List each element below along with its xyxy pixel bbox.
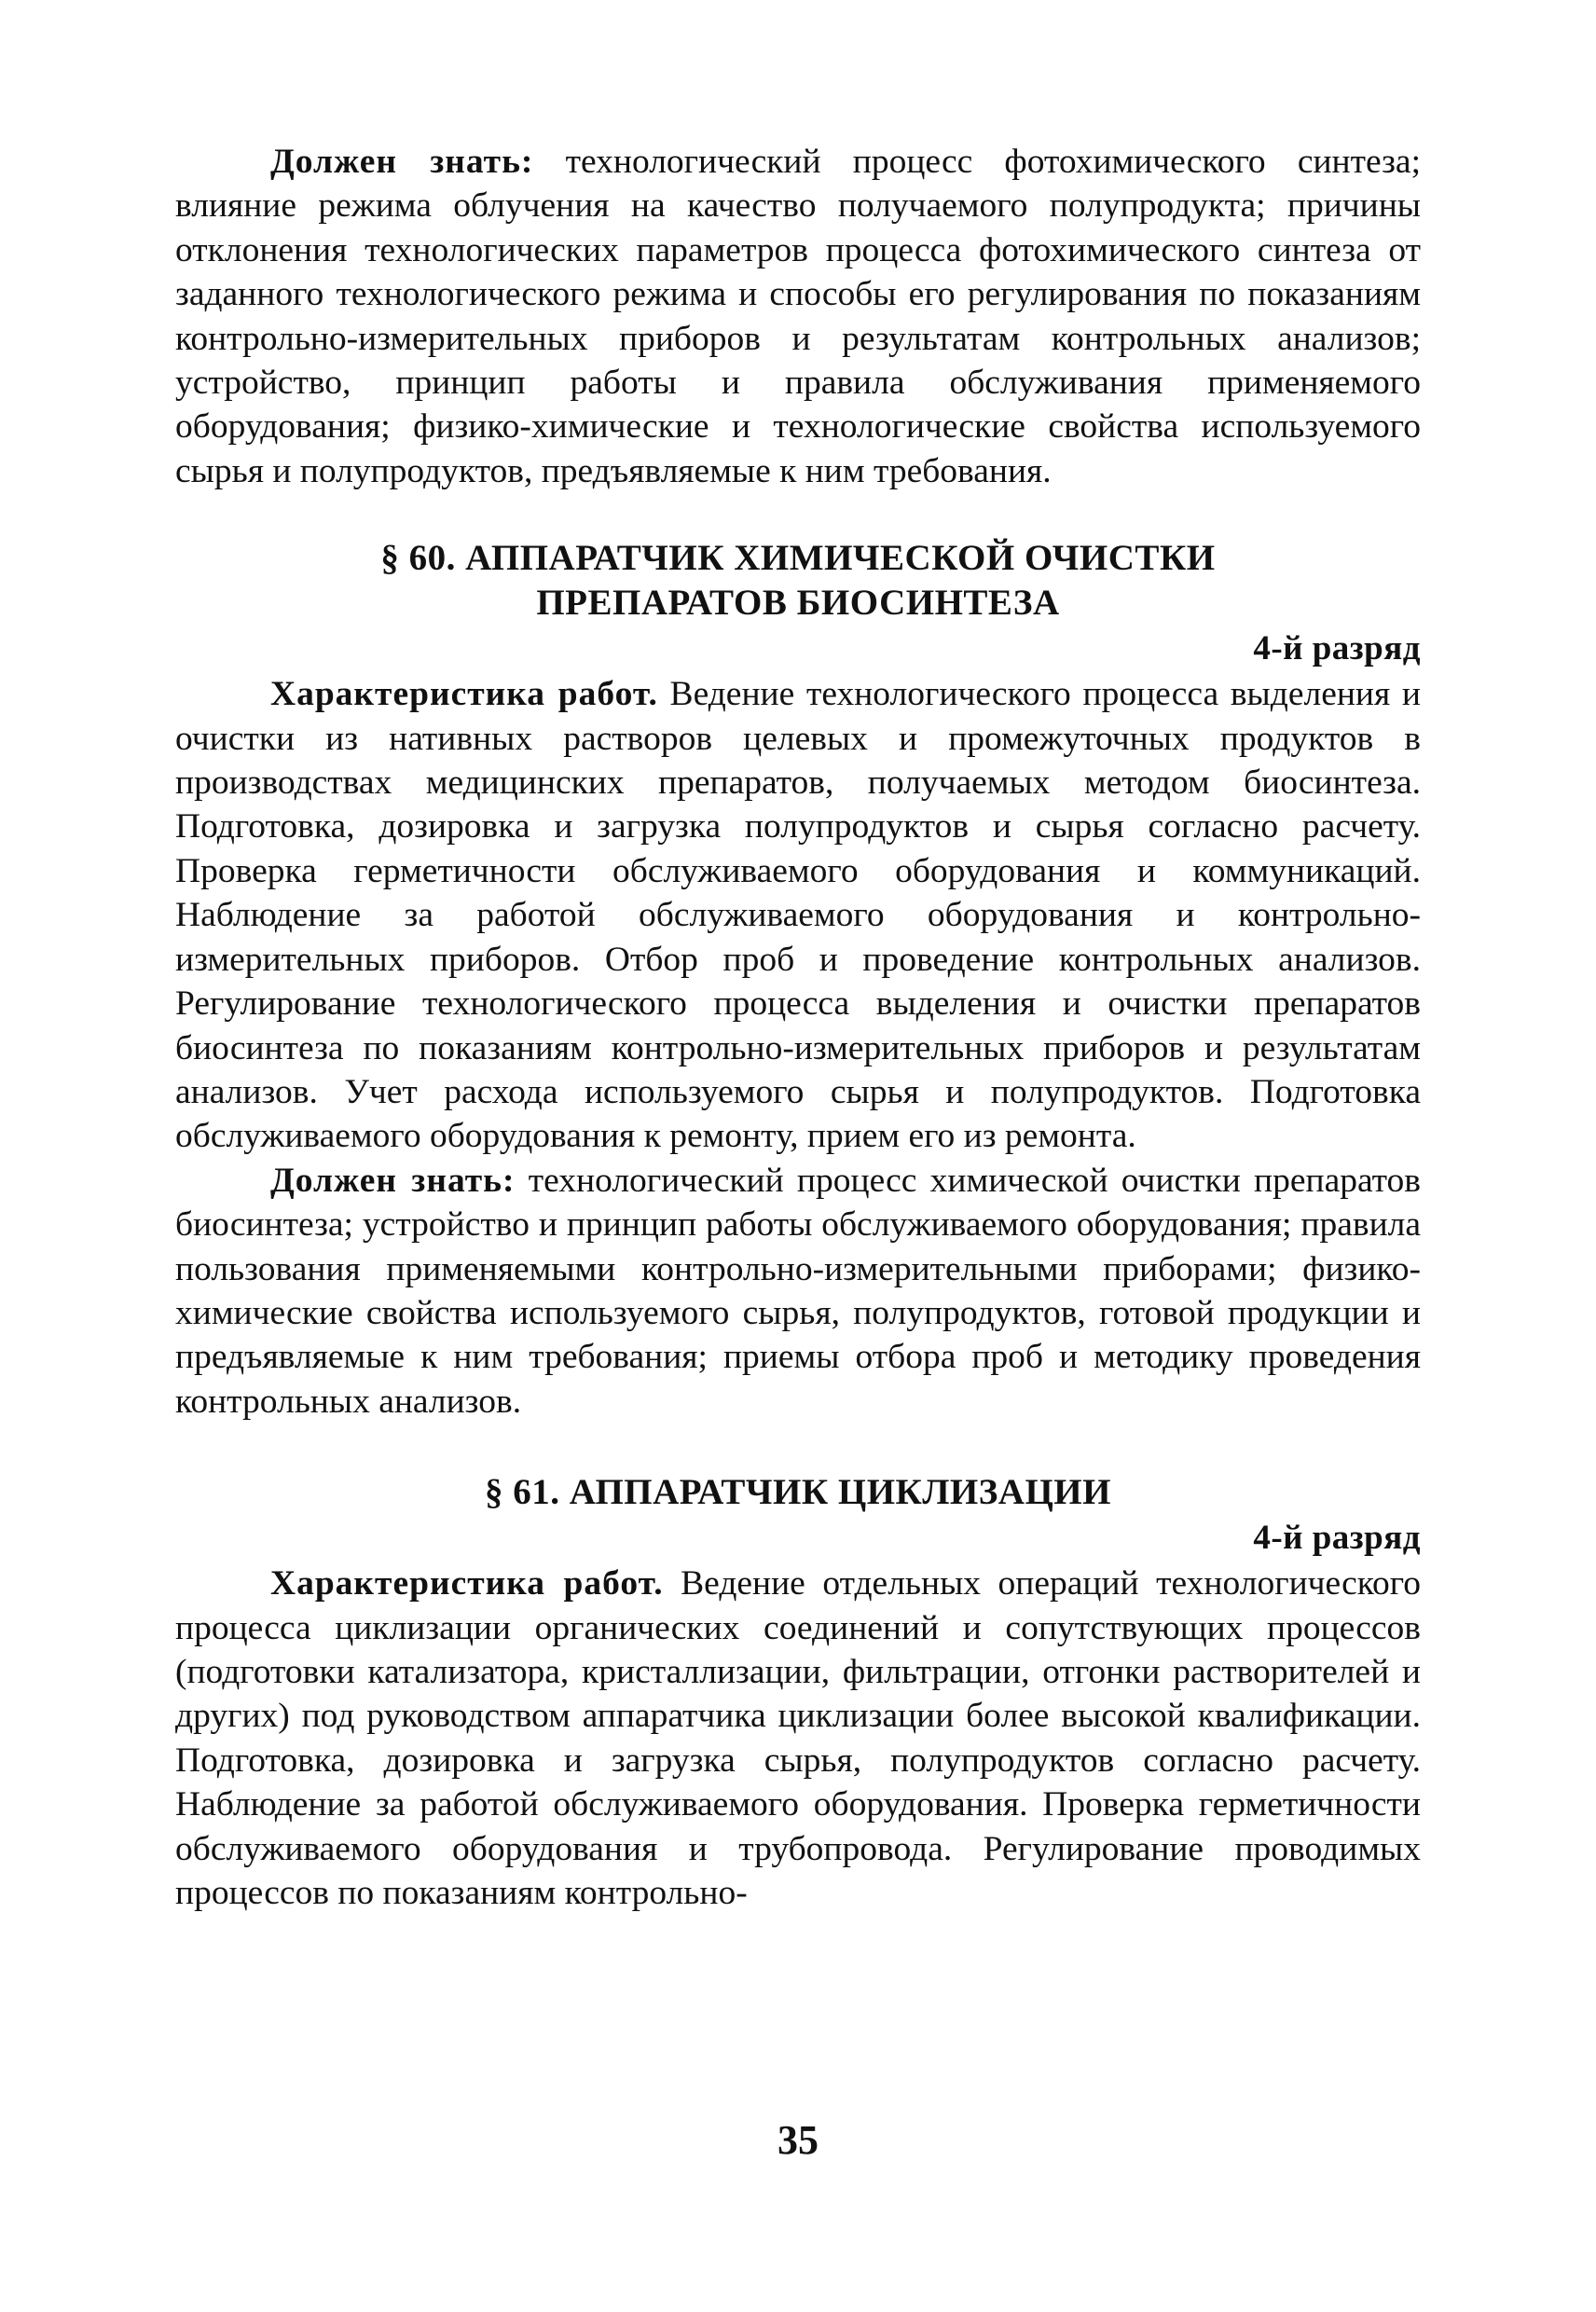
intro-lead: Должен знать: xyxy=(270,143,534,181)
section-60-knowledge-text: технологический процесс химической очистки препаратов биосинтеза; устройство и принцип работы обслуживаемого оборудования; правила пользования применяемыми контрольно-измерительными приборами; физико-химические свойства используемого сырья, полупродуктов, готовой продукции и предъявляемые к ним требования; приемы отбора проб и методику проведения контрольных анализов. xyxy=(175,1161,1421,1421)
intro-paragraph xyxy=(175,140,1421,493)
section-60-knowledge-paragraph xyxy=(175,1159,1421,1424)
intro-text: технологический процесс фотохимического синтеза; влияние режима облучения на качество получаемого полупродукта; причины отклонения технологических параметров процесса фотохимического синтеза от заданного технологического режима и способы его регулирования по показаниям контрольно-измерительных приборов и результатам контрольных анализов; устройство, принцип работы и правила обслуживания применяемого оборудования; физико-химические и технологические свойства используемого сырья и полупродуктов, предъявляемые к ним требования. xyxy=(175,143,1421,490)
section-60-knowledge-lead: Должен знать: xyxy=(270,1161,516,1200)
section-60-work-paragraph xyxy=(175,672,1421,1158)
section-61-work-paragraph xyxy=(175,1562,1421,1915)
section-60-work-text: Ведение технологического процесса выделения и очистки из нативных растворов целевых и промежуточных продуктов в производствах медицинских препаратов, получаемых методом биосинтеза. Подготовка, дозировка и загрузка полупродуктов и сырья согласно расчету. Проверка герметичности обслуживаемого оборудования и коммуникаций. Наблюдение за работой обслуживаемого оборудования и контрольно-измерительных приборов. Отбор проб и проведение контрольных анализов. Регулирование технологического процесса выделения и очистки препаратов биосинтеза по показаниям контрольно-измерительных приборов и результатам анализов. Учет расхода используемого сырья и полупродуктов. Подготовка обслуживаемого оборудования к ремонту, прием его из ремонта. xyxy=(175,675,1422,1156)
section-60-title-line2: ПРЕПАРАТОВ БИОСИНТЕЗА xyxy=(536,583,1060,624)
section-61-work-text: Ведение отдельных операций технологического процесса циклизации органических соединений и сопутствующих процессов (подготовки катализатора, кристаллизации, фильтрации, отгонки растворителей и других) под руководством аппаратчика циклизации более высокой квалификации. Подготовка, дозировка и загрузка сырья, полупродуктов согласно расчету. Наблюдение за работой обслуживаемого оборудования. Проверка герметичности обслуживаемого оборудования и трубопровода. Регулирование проводимых процессов по показаниям контрольно- xyxy=(175,1564,1421,1912)
section-60-grade: 4-й разряд xyxy=(1253,629,1421,668)
section-61-grade: 4-й разряд xyxy=(1253,1519,1421,1558)
section-60-work-lead: Характеристика работ. xyxy=(270,675,658,714)
section-61-work-lead: Характеристика работ. xyxy=(270,1564,664,1603)
document-page xyxy=(175,140,1421,1915)
page-number: 35 xyxy=(777,2117,819,2163)
section-61-title: § 61. АППАРАТЧИК ЦИКЛИЗАЦИИ xyxy=(485,1472,1111,1513)
section-60-title-line1: § 60. АППАРАТЧИК ХИМИЧЕСКОЙ ОЧИСТКИ xyxy=(380,538,1216,579)
